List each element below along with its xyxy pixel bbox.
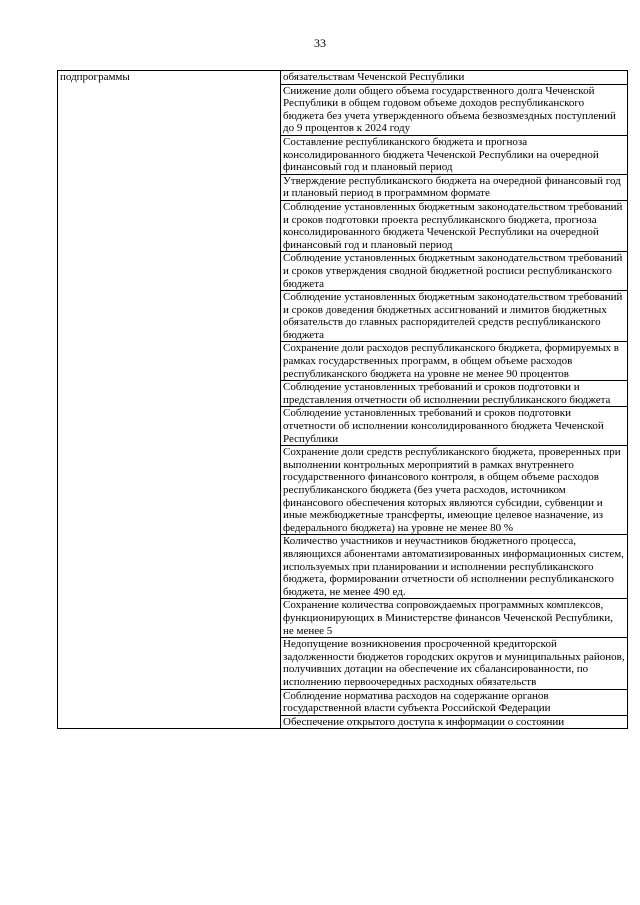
indicator-cell: [281, 200, 628, 251]
indicator-cell: [281, 715, 628, 729]
indicator-text: Соблюдение установленных требований и сроков подготовки отчетности об исполнении консолидированного бюджета Чеченской Республики: [283, 407, 604, 445]
indicator-cell: [281, 291, 628, 342]
indicator-cell: [281, 638, 628, 689]
indicator-cell: [281, 381, 628, 407]
indicator-text: Соблюдение установленных бюджетным законодательством требований и сроков доведения бюджетных ассигнований и лимитов бюджетных обязательств до главных распорядителей средств республиканского бюджета: [283, 291, 623, 341]
indicator-cell: [281, 446, 628, 535]
indicator-text: Соблюдение установленных бюджетным законодательством требований и сроков утверждения сводной бюджетной росписи республиканского бюджета: [283, 252, 623, 290]
indicator-text: Количество участников и неучастников бюджетного процесса, являющихся абонентами автоматизированных информационных систем, используемых при планировании и исполнении республиканского бюджета, формировании отчетности об исполнении республиканского бюджета, не менее 490 ед.: [283, 535, 624, 598]
indicator-cell: [281, 599, 628, 638]
indicator-text: обязательствам Чеченской Республики: [283, 71, 465, 83]
indicator-cell: [281, 342, 628, 381]
indicator-text: Соблюдение норматива расходов на содержание органов государственной власти субъекта Российской Федерации: [283, 689, 551, 715]
indicator-text: Составление республиканского бюджета и прогноза консолидированного бюджета Чеченской Республики на очередной финансовый год и плановый период: [283, 135, 599, 174]
indicator-text: Снижение доли общего объема государственного долга Чеченской Республики в общем годовом объеме доходов республиканского бюджета без учета утвержденного объема безвозмездных поступлений до 9 процентов к 2024 году: [283, 84, 616, 135]
indicator-text: Соблюдение установленных бюджетным законодательством требований и сроков подготовки проекта республиканского бюджета, прогноза консолидированного бюджета Чеченской Республики на очередной финансовый год и плановый период: [283, 200, 623, 251]
indicator-cell: [281, 252, 628, 291]
indicator-text: Утверждение республиканского бюджета на очередной финансовый год и плановый период в программном формате: [283, 174, 621, 200]
table-row: [58, 71, 628, 85]
indicator-cell: [281, 535, 628, 599]
indicator-cell: [281, 84, 628, 135]
subprogram-label-cell: [58, 71, 281, 729]
indicator-text: Обеспечение открытого доступа к информации о состоянии: [283, 715, 565, 728]
indicator-text: Сохранение доли расходов республиканского бюджета, формируемых в рамках государственных программ, в общем объеме расходов республиканского бюджета на уровне не менее 90 процентов: [283, 342, 619, 380]
indicator-text: Сохранение доли средств республиканского бюджета, проверенных при выполнении контрольных мероприятий в рамках внутреннего государственного финансового контроля, в общем объеме расходов республиканского бюджета (без учета расходов, источником финансового обеспечения которых являются субсидии, субвенции и иные межбюджетные трансферты, имеющие целевое назначение, из федерального бюджета) на уровне не менее 80 %: [283, 446, 621, 534]
page-number: 33: [314, 36, 326, 50]
indicator-text: Соблюдение установленных требований и сроков подготовки и представления отчетности об исполнении республиканского бюджета: [283, 381, 611, 406]
indicator-cell: [281, 71, 628, 85]
program-table: [57, 70, 628, 729]
indicator-cell: [281, 689, 628, 715]
subprogram-label: подпрограммы: [60, 71, 130, 83]
indicator-cell: [281, 407, 628, 446]
indicator-text: Сохранение количества сопровождаемых программных комплексов, функционирующих в Министерстве финансов Чеченской Республики, не менее 5: [283, 599, 614, 637]
indicator-text: Недопущение возникновения просроченной кредиторской задолженности бюджетов городских округов и муниципальных районов, получивших дотации на обеспечение их сбалансированности, по исполнению первоочередных расходных обязательств: [283, 638, 625, 688]
indicator-cell: [281, 174, 628, 200]
indicator-cell: [281, 135, 628, 174]
